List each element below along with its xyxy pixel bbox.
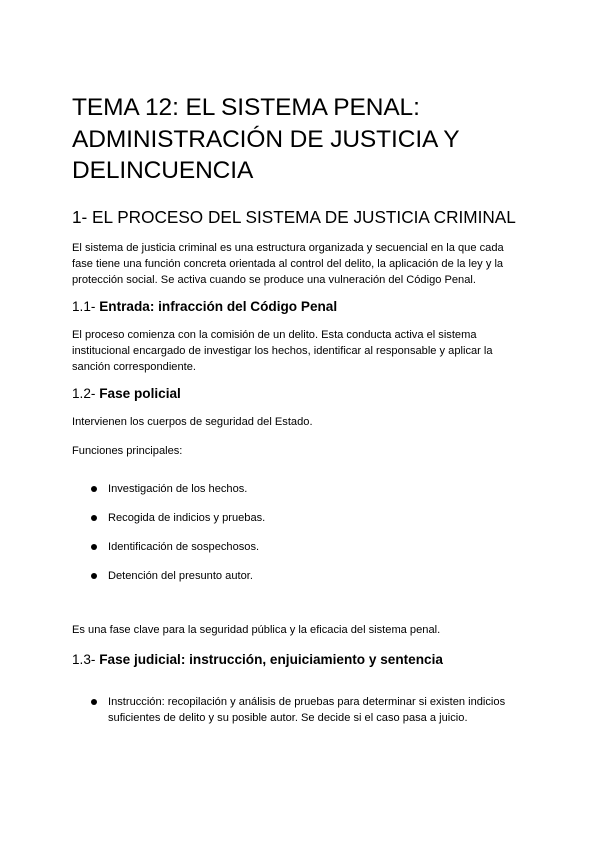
document-title <box>72 92 542 187</box>
subsection-title: Entrada: infracción del Código Penal <box>99 299 338 314</box>
bullet-icon <box>91 515 97 521</box>
sub1-line-3: sanción correspondiente. <box>72 361 196 373</box>
list-item-text: Identificación de sospechosos. <box>108 541 260 553</box>
list-item-text <box>108 694 528 726</box>
bullet-icon <box>91 573 97 579</box>
intro-line-3: protección social. Se activa cuando se produce una vulneración del Código Penal. <box>72 274 476 286</box>
subsection-heading-1-2 <box>72 385 181 403</box>
subsection-title: Fase policial <box>99 386 181 401</box>
subsection-1-2-paragraph: Intervienen los cuerpos de seguridad del Estado. <box>72 416 313 428</box>
item-line-2: suficientes de delito y su posible autor. Se decide si el caso pasa a juicio. <box>108 712 468 724</box>
subsection-number: 1.2- <box>72 386 96 401</box>
bullet-icon <box>91 486 97 492</box>
subsection-heading-1-3 <box>72 651 443 669</box>
intro-line-1: El sistema de justicia criminal es una estructura organizada y secuencial en la que cada <box>72 242 504 254</box>
bullet-icon <box>91 544 97 550</box>
bullet-icon <box>91 699 97 705</box>
subsection-title: Fase judicial: instrucción, enjuiciamiento y sentencia <box>99 652 443 667</box>
sub1-line-1: El proceso comienza con la comisión de un delito. Esta conducta activa el sistema <box>72 329 477 341</box>
subsection-1-1-paragraph <box>72 327 532 375</box>
item-line-1: Instrucción: recopilación y análisis de pruebas para determinar si existen indicios <box>108 696 506 708</box>
title-line-2: ADMINISTRACIÓN DE JUSTICIA Y <box>72 125 460 153</box>
subsection-number: 1.1- <box>72 299 96 314</box>
list-item-text: Recogida de indicios y pruebas. <box>108 512 266 524</box>
section-heading: 1- EL PROCESO DEL SISTEMA DE JUSTICIA CRIMINAL <box>72 207 516 227</box>
subsection-heading-1-1 <box>72 298 337 316</box>
list-item-text: Detención del presunto autor. <box>108 570 253 582</box>
title-line-1: TEMA 12: EL SISTEMA PENAL: <box>72 94 420 121</box>
functions-label: Funciones principales: <box>72 445 183 457</box>
title-line-3: DELINCUENCIA <box>72 157 254 184</box>
list-item-text: Investigación de los hechos. <box>108 483 248 495</box>
subsection-1-2-closing: Es una fase clave para la seguridad pública y la eficacia del sistema penal. <box>72 624 441 636</box>
sub1-line-2: institucional encargado de investigar los hechos, identificar al responsable y aplicar la <box>72 345 493 357</box>
intro-line-2: fase tiene una función concreta orientada al control del delito, la aplicación de la ley y la <box>72 258 504 270</box>
subsection-number: 1.3- <box>72 652 96 667</box>
section-intro-paragraph <box>72 240 532 288</box>
